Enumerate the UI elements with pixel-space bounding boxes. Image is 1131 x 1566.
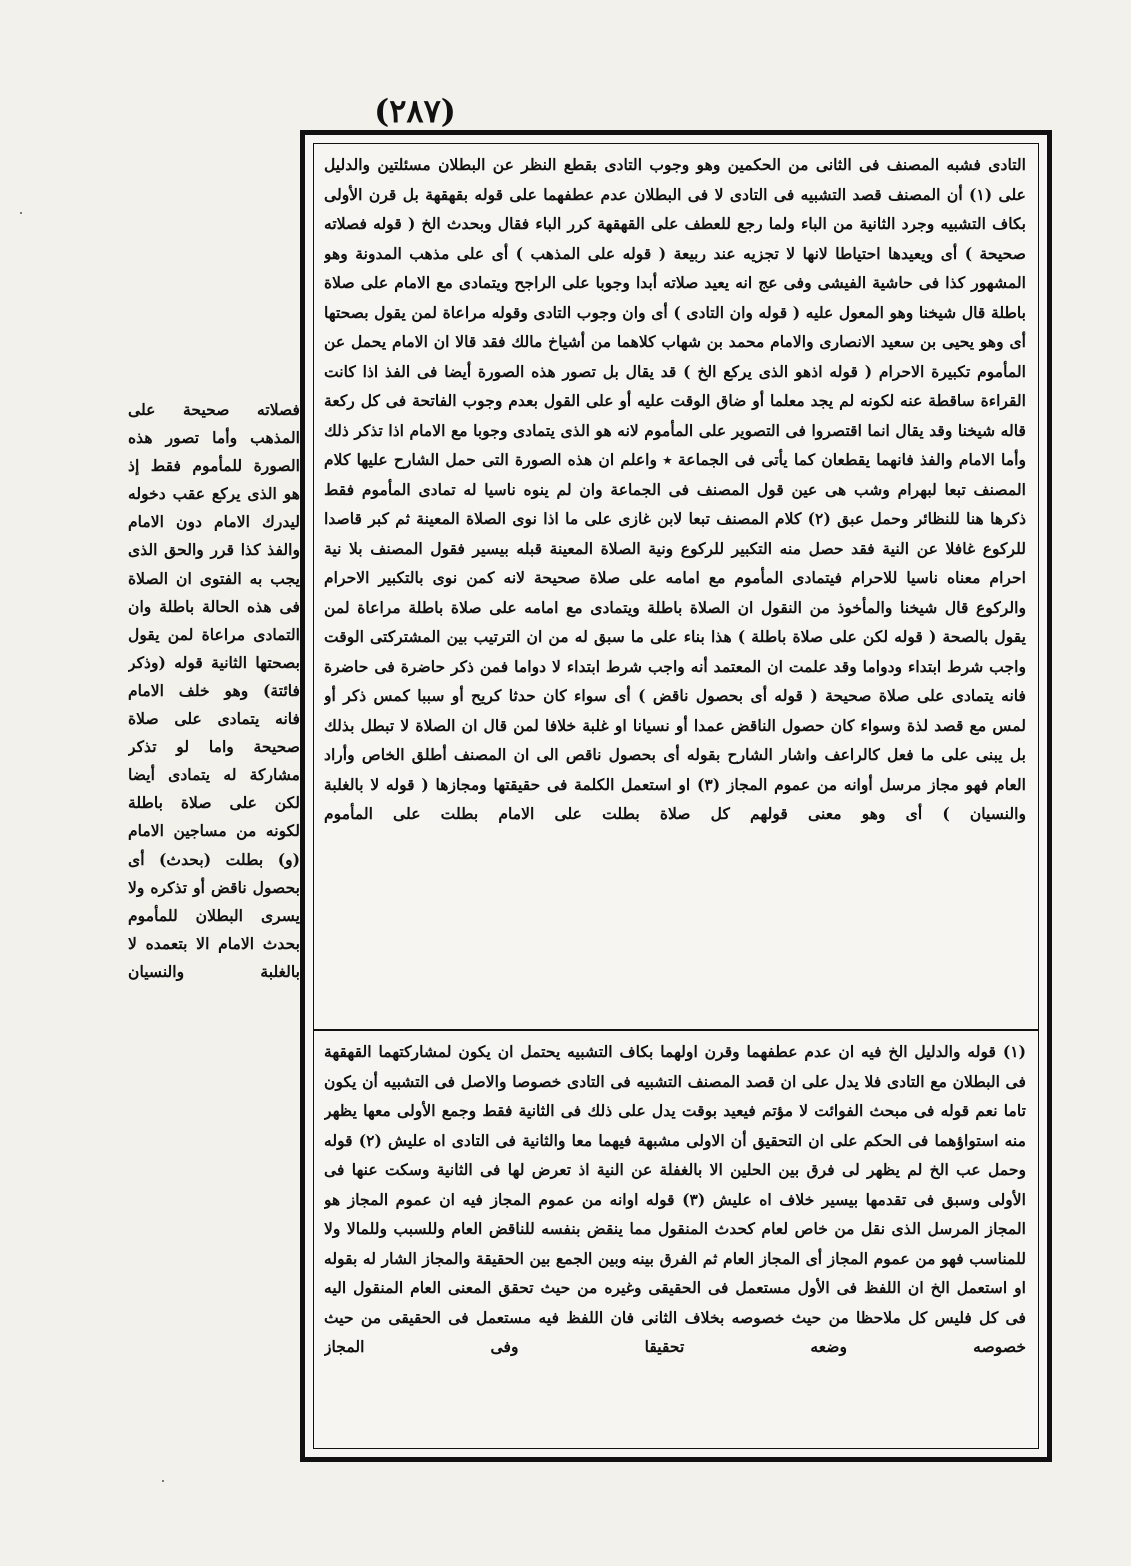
scan-speck bbox=[162, 1480, 164, 1482]
margin-gloss bbox=[128, 396, 300, 1216]
main-commentary-text bbox=[324, 150, 1026, 1028]
footnotes-section bbox=[324, 1037, 1026, 1444]
main-commentary-paragraph: التادى فشبه المصنف فى الثانى من الحكمين وهو وجوب التادى بقطع النظر عن البطلان مسئلتين والدليل على (١) أن المصنف قصد التشبيه فى التادى لا فى البطلان عدم عطفهما على قوله بقهقهة بل قرن الأولى بكاف التشبيه وجرد الثانية من الباء ولما رجع للعطف على القهقهة كرر الباء فقال وبحدث الخ ( قوله فصلاته صحيحة ) أى ويعيدها احتياطا لانها لا تجزيه عند ربيعة ( قوله على المذهب ) أى على مذهب المدونة وهو المشهور كذا فى حاشية الفيشى وفى عج انه يعيد صلاته أبدا وجوبا على الراجح ويتمادى مع الامام على صلاة باطلة قال شيخنا وهو المعول عليه ( قوله وان التادى ) أى وان وجوب التادى وقوله مراعاة لمن يقول بصحتها أى وهو يحيى بن سعيد الانصارى والامام محمد بن شهاب كلاهما من أشياخ مالك فقد قالا ان الامام يحمل عن المأموم تكبيرة الاحرام ( قوله اذهو الذى يركع الخ ) قد يقال بل تصور هذه الصورة أيضا فى الفذ اذا كانت القراءة ساقطة عنه لكونه لم يجد معلما أو ضاق الوقت عليه أو على القول بعدم وجوب الفاتحة فى كل ركعة قاله شيخنا وقد يقال انما اقتصروا فى التصوير على المأموم لانه هو الذى يتمادى وجوبا مع الامام اذا تذكر ذلك وأما الامام والفذ فانهما يقطعان كما يأتى فى الجماعة ٭ واعلم ان هذه الصورة التى حمل الشارح عليها كلام المصنف تبعا لبهرام وشب هى عين قول المصنف فى الجماعة وان لم ينوه ناسيا له تمادى المأموم فقط ذكرها هنا للنظائر وحمل عبق (٢) كلام المصنف تبعا لابن غازى على ما اذا نوى الصلاة المعينة ثم كبر قاصدا للركوع غافلا عن النية فقد حصل منه التكبير للركوع ونية الصلاة المعينة قبله بيسير فقول المصنف بلا نية احرام معناه ناسيا للاحرام فيتمادى المأموم مع امامه على صلاة صحيحة لانه كمن نوى بالتكبير الاحرام والركوع قال شيخنا والمأخوذ من النقول ان الصلاة باطلة ويتمادى مع امامه على صلاة باطلة مراعاة لمن يقول بالصحة ( قوله لكن على صلاة باطلة ) هذا بناء على ما سبق له من ان الترتيب بين المشتركتى الوقت واجب شرط ابتداء ودواما وقد علمت ان المعتمد أنه واجب شرط ابتداء لا دواما فمن ذكر حاضرة فى حاضرة فانه يتمادى على صلاة صحيحة ( قوله أى بحصول ناقض ) أى سواء كان حدثا كريح أو سببا كمس ذكر أو لمس مع قصد لذة وسواء كان حصول الناقض عمدا أو نسيانا او غلبة خلافا لمن قال ان الصلاة لا تبطل بذلك بل يبنى على ما فعل كالراعف واشار الشارح بقوله أى بحصول ناقص الى ان المصنف أطلق الخاص وأراد العام فهو مجاز مرسل أوانه من عموم المجاز (٣) او استعمل الكلمة فى حقيقتها ومجازها ( قوله لا بالغلبة والنسيان ) أى وهو معنى قولهم كل صلاة بطلت على الامام بطلت على المأموم bbox=[324, 155, 1026, 823]
main-text-frame bbox=[300, 130, 1052, 1462]
scan-speck bbox=[20, 212, 22, 214]
footnote-divider bbox=[314, 1029, 1038, 1031]
footnotes-paragraph: (١) قوله والدليل الخ فيه ان عدم عطفهما وقرن اولهما بكاف التشبيه يحتمل ان يكون لمشاركتهما القهقهة فى البطلان مع التادى فلا يدل على ان قصد المصنف التشبيه فى التادى خصوصا والاصل فى التشبيه أن يكون تاما نعم قوله فى مبحث الفوائت لا مؤتم فيعيد بوقت يدل على ذلك فى الثانية فقط وجمع الأولى معها يظهر منه استواؤهما فى الحكم على ان التحقيق أن الاولى مشبهة فيهما معا والثانية فى التادى اه عليش (٢) قوله وحمل عب الخ لم يظهر لى فرق بين الحلين الا بالغفلة عن النية اذ تعرض لها فى الثانية وسكت عنها فى الأولى وسبق فى تقدمها بيسير خلاف اه عليش (٣) قوله اوانه من عموم المجاز فيه ان عموم المجاز هو المجاز المرسل الذى نقل من خاص لعام كحدث المنقول مما ينقض بنفسه للناقض العام وللسبب وللمالا ولا للمناسب فهو من عموم المجاز أى المجاز العام ثم الفرق بينه وبين الجمع بين الحقيقة والمجاز الشار له بقوله او استعمل الخ ان اللفظ فى الأول مستعمل فى الحقيقى وغيره من حيث تحقق المعنى العام المنقول اليه فى كل فليس كل ملاحظا من حيث خصوصه بخلاف الثانى فان اللفظ فيه مستعمل فى الحقيقى من حيث خصوصه وضعه تحقيقا وفى المجاز bbox=[324, 1042, 1026, 1356]
inner-border bbox=[313, 143, 1039, 1449]
page-number: (٢٨٧) bbox=[374, 92, 456, 130]
margin-gloss-paragraph: فصلاته صحيحة على المذهب وأما تصور هذه الصورة للمأموم فقط إذ هو الذى يركع عقب دخوله ليدرك الامام دون الامام والفذ كذا قرر والحق الذى يجب به الفتوى ان الصلاة فى هذه الحالة باطلة وان التمادى مراعاة لمن يقول بصحتها الثانية قوله (وذكر فائتة) وهو خلف الامام فانه يتمادى على صلاة صحيحة واما لو تذكر مشاركة له يتمادى أيضا لكن على صلاة باطلة لكونه من مساجين الامام (و) بطلت (بحدث) أى بحصول ناقض أو تذكره ولا يسرى البطلان للمأموم بحدث الامام الا بتعمده لا بالغلبة والنسيان bbox=[128, 400, 300, 981]
